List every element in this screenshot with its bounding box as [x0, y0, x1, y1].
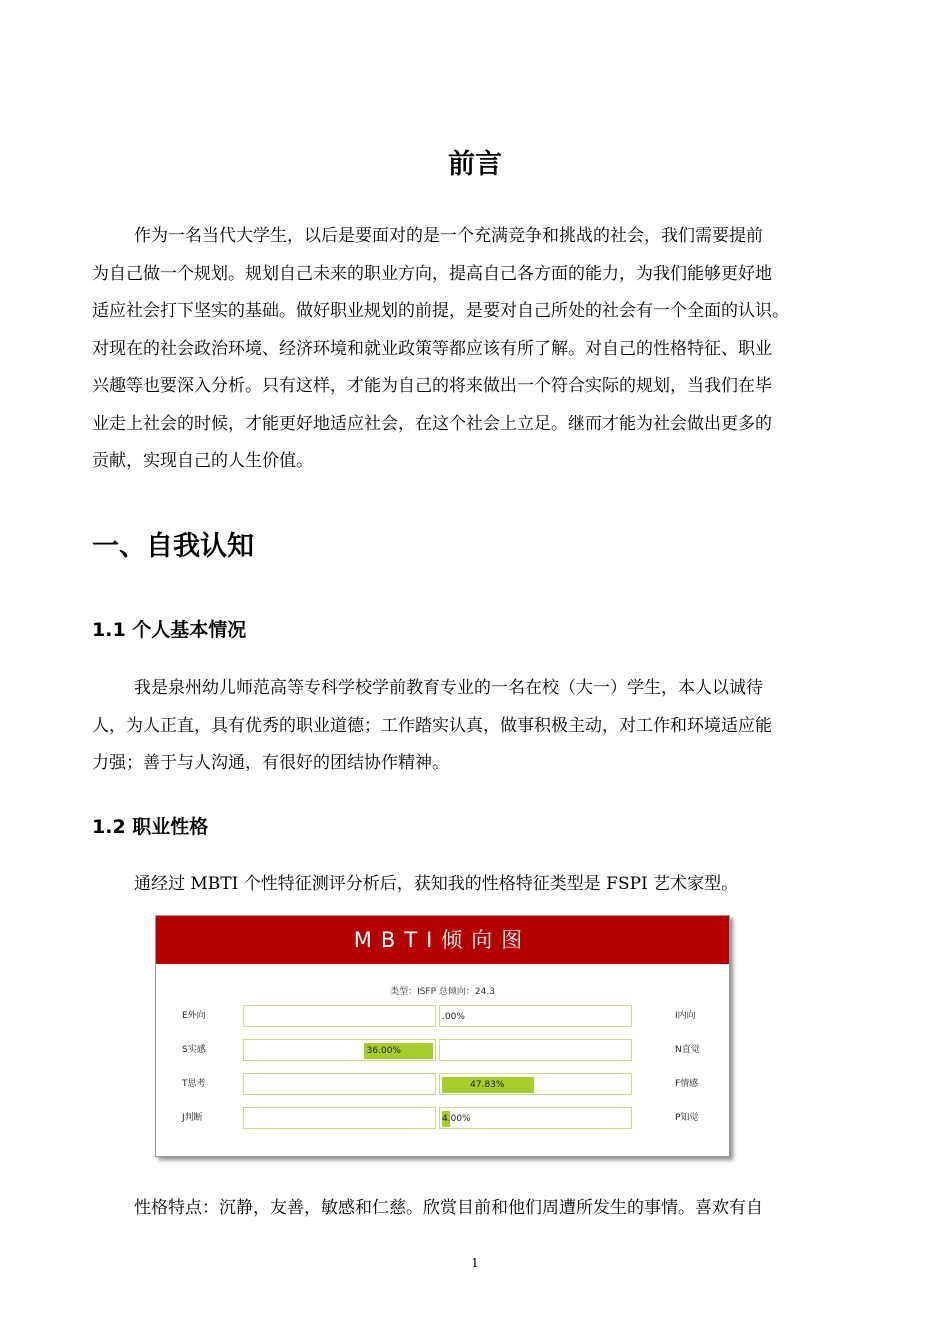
chart-row-right-label: N直觉 — [675, 1045, 700, 1055]
chart-bar-track — [243, 1073, 436, 1095]
basic-info-paragraph — [92, 670, 862, 783]
personality-intro-line: 通经过 MBTI 个性特征测评分析后，获知我的性格特征类型是 FSPI 艺术家型。 — [134, 874, 739, 894]
chart-bar-track — [439, 1005, 632, 1027]
preface-line: 作为一名当代大学生，以后是要面对的是一个充满竞争和挑战的社会，我们需要提前 — [134, 226, 763, 246]
basic-info-line: 人，为人正直，具有优秀的职业道德；工作踏实认真，做事积极主动，对工作和环境适应能 — [92, 715, 772, 736]
chart-row-left-label: S实感 — [182, 1045, 206, 1055]
basic-info-line: 我是泉州幼儿师范高等专科学校学前教育专业的一名在校（大一）学生，本人以诚待 — [134, 678, 763, 698]
preface-title: 前言 — [448, 149, 502, 180]
chart-bar-track — [243, 1107, 436, 1129]
chart-title: MBTI倾向图 — [156, 916, 729, 964]
section-heading-self-awareness: 一、自我认知 — [92, 531, 254, 562]
subsection-heading-personality: 1.2 职业性格 — [92, 816, 209, 838]
chart-row-right-label: P知觉 — [675, 1113, 699, 1123]
trait-line: 性格特点：沉静，友善，敏感和仁慈。欣赏目前和他们周遭所发生的事情。喜欢有自 — [134, 1198, 763, 1218]
chart-subtitle: 类型：ISFP 总倾向：24.3 — [390, 987, 495, 997]
mbti-chart — [155, 915, 730, 1157]
preface-line: 贡献，实现自己的人生价值。 — [92, 451, 313, 471]
chart-bar-track — [439, 1073, 632, 1095]
preface-line: 兴趣等也要深入分析。只有这样，才能为自己的将来做出一个符合实际的规划，当我们在毕 — [92, 376, 772, 396]
trait-paragraph — [92, 1190, 862, 1228]
basic-info-line: 力强；善于与人沟通，有很好的团结协作精神。 — [92, 753, 449, 773]
page-number: 1 — [471, 1256, 479, 1270]
chart-bar-value-label: 36.00% — [366, 1046, 401, 1056]
preface-paragraph — [92, 218, 862, 481]
preface-line: 对现在的社会政治环境、经济环境和就业政策等都应该有所了解。对自己的性格特征、职业 — [92, 338, 772, 359]
chart-bar-track — [243, 1039, 436, 1061]
preface-line: 业走上社会的时候，才能更好地适应社会，在这个社会上立足。继而才能为社会做出更多的 — [92, 413, 772, 434]
chart-row-right-label: F情感 — [675, 1079, 699, 1089]
chart-bar-track — [439, 1107, 632, 1129]
chart-row-left-label: T思考 — [182, 1079, 206, 1089]
chart-bar-value-label: 4.00% — [442, 1114, 471, 1124]
chart-bar-track — [243, 1005, 436, 1027]
subsection-heading-basic-info: 1.1 个人基本情况 — [92, 619, 247, 641]
preface-line: 为自己做一个规划。规划自己未来的职业方向，提高自己各方面的能力，为我们能够更好地 — [92, 263, 772, 284]
chart-row-right-label: I内向 — [675, 1011, 696, 1021]
preface-line: 适应社会打下坚实的基础。做好职业规划的前提，是要对自己所处的社会有一个全面的认识。 — [92, 301, 789, 321]
chart-bar-track — [439, 1039, 632, 1061]
personality-intro — [92, 866, 862, 904]
chart-row-left-label: J判断 — [182, 1113, 203, 1123]
chart-bar-value-label: .00% — [442, 1012, 465, 1022]
chart-row-left-label: E外向 — [182, 1011, 206, 1021]
chart-bar-value-label: 47.83% — [470, 1080, 505, 1090]
